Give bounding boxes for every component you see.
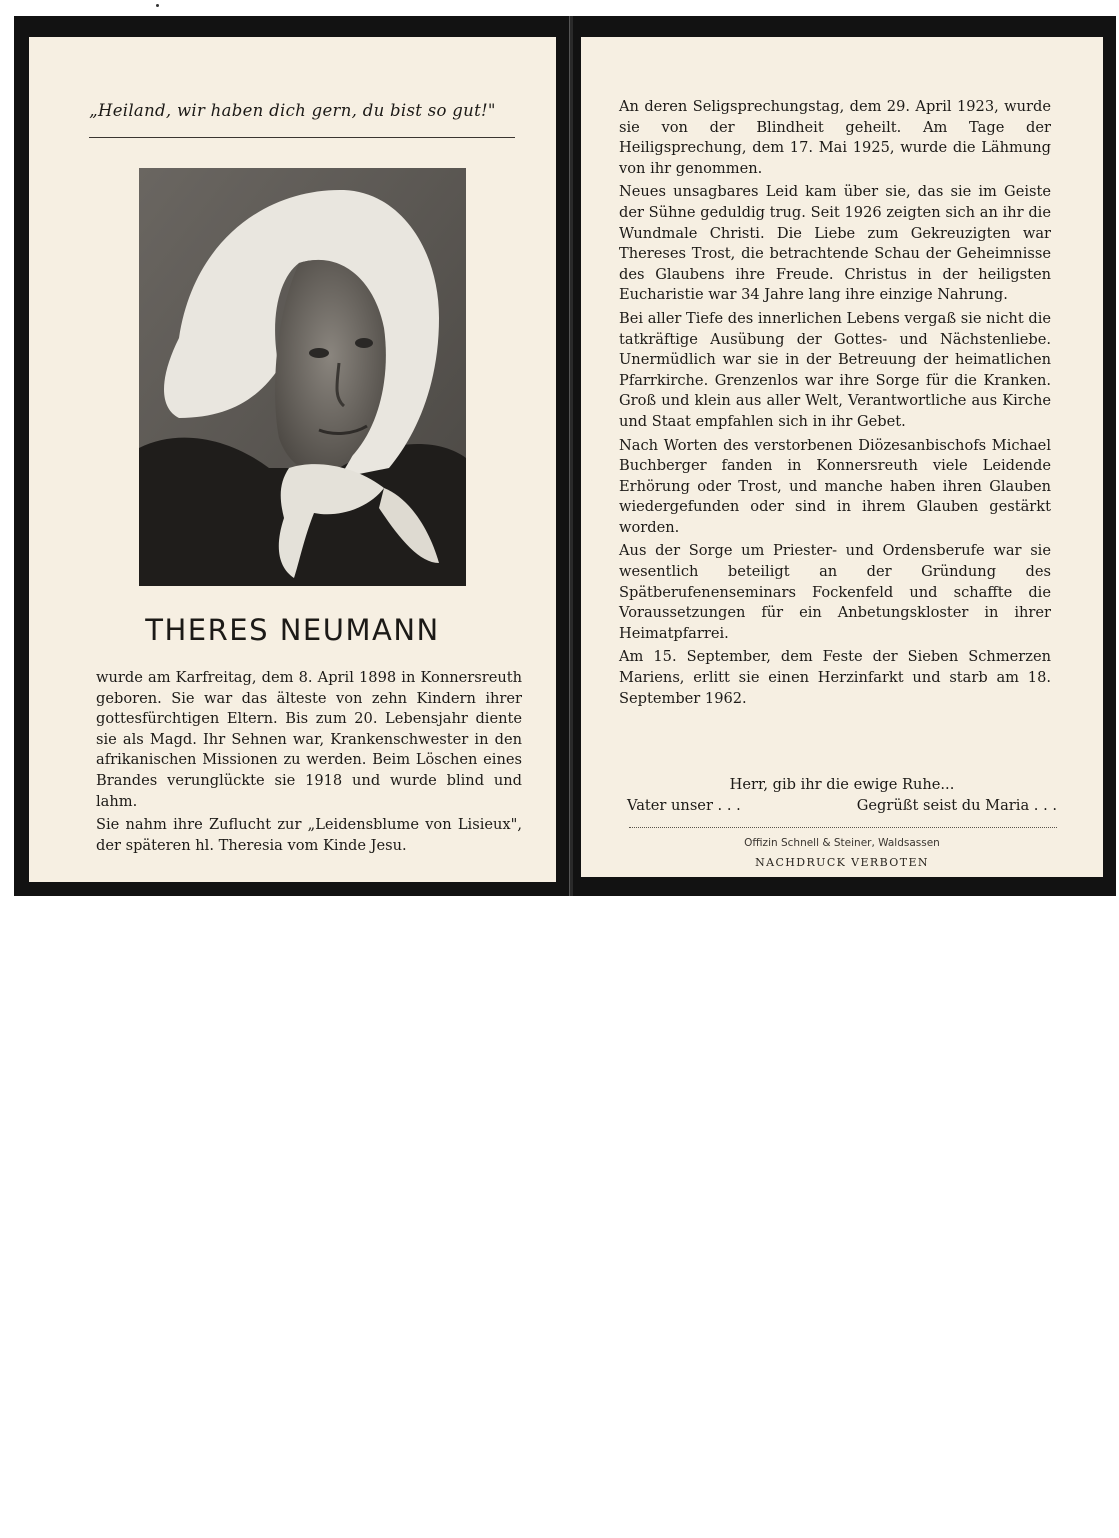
motto: „Heiland, wir haben dich gern, du bist so gut!"	[89, 101, 496, 120]
right-panel	[581, 37, 1103, 877]
portrait-illustration	[139, 168, 466, 586]
portrait-photo	[139, 168, 466, 586]
printer-credit: Offizin Schnell & Steiner, Waldsassen	[744, 837, 940, 849]
prayer-line: Herr, gib ihr die ewige Ruhe...	[729, 776, 955, 793]
bio-paragraph: Am 15. September, dem Feste der Sieben Schmerzen Mariens, erlitt sie einen Herzinfarkt und starb am 18. September 1962.	[619, 648, 1051, 707]
dust-speck	[156, 4, 159, 7]
prayer-closing	[627, 795, 1057, 816]
bio-paragraph: Sie nahm ihre Zuflucht zur „Leidensblume von Lisieux", der späteren hl. Theresia vom Kinde Jesu.	[96, 816, 522, 854]
left-panel	[29, 37, 556, 882]
bio-paragraph: Nach Worten des verstorbenen Diözesanbischofs Michael Buchberger fanden in Konnersreuth viele Leidende Erhörung oder Trost, und manche haben ihren Glauben wiedergefunden oder sind in ihrem Glauben gestärkt worden.	[619, 436, 1051, 536]
deceased-name: THERES NEUMANN	[145, 613, 440, 647]
memorial-card	[14, 16, 1116, 896]
biography-right	[619, 97, 1051, 712]
motto-divider	[89, 137, 515, 138]
footer-divider	[629, 827, 1057, 828]
bio-paragraph: Bei aller Tiefe des innerlichen Lebens vergaß sie nicht die tatkräftige Ausübung der Gottes- und Nächstenliebe. Unermüdlich war sie in der Betreuung der heimatlichen Pfarrkirche. Grenzenlos war ihre Sorge für die Kranken. Groß und klein aus aller Welt, Verantwortliche aus Kirche und Staat empfahlen sich in ihr Gebet.	[619, 309, 1051, 430]
bio-paragraph: An deren Seligsprechungstag, dem 29. April 1923, wurde sie von der Blindheit geheilt. Am Tage der Heiligsprechung, dem 17. Mai 1925, wurde die Lähmung von ihr genommen.	[619, 98, 1051, 177]
bio-paragraph: Neues unsagbares Leid kam über sie, das sie im Geiste der Sühne geduldig trug. Seit 1926 zeigten sich an ihr die Wundmale Christi. Die Liebe zum Gekreuzigten war Thereses Trost, die betrachtende Schau der Geheimnisse des Glaubens ihre Freude. Christus in der heiligsten Eucharistie war 34 Jahre lang ihre einzige Nahrung.	[619, 183, 1051, 304]
reprint-notice: NACHDRUCK VERBOTEN	[755, 856, 929, 869]
prayer-block	[627, 774, 1057, 816]
bio-paragraph: wurde am Karfreitag, dem 8. April 1898 in Konnersreuth geboren. Sie war das älteste von zehn Kindern ihrer gottesfürchtigen Eltern. Bis zum 20. Lebensjahr diente sie als Magd. Ihr Sehnen war, Krankenschwester in den afrikanischen Missionen zu werden. Beim Löschen eines Brandes verunglückte sie 1918 und wurde blind und lahm.	[96, 669, 522, 810]
biography-left	[96, 668, 522, 859]
prayer-hail-mary: Gegrüßt seist du Maria . . .	[856, 797, 1057, 814]
bio-paragraph: Aus der Sorge um Priester- und Ordensberufe war sie wesentlich beteiligt an der Gründung des Spätberufenenseminars Fockenfeld und schaffte die Voraussetzungen für ein Anbetungskloster in ihrer Heimatpfarrei.	[619, 542, 1051, 642]
prayer-our-father: Vater unser . . .	[627, 797, 741, 814]
card-fold	[569, 16, 573, 896]
